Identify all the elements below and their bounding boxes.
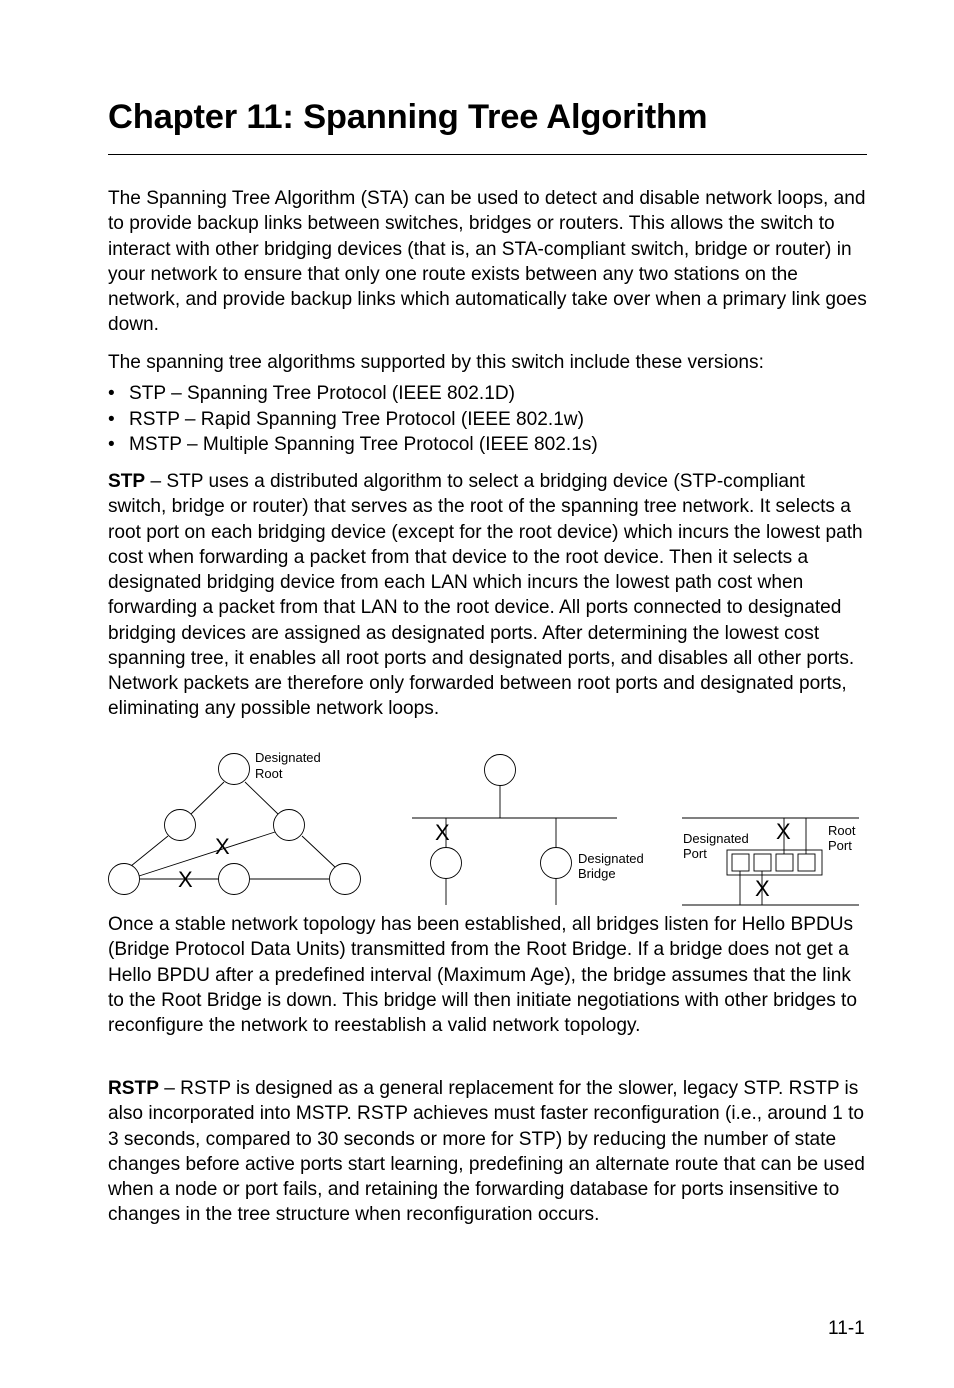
blocked-port-mark: X [435, 820, 450, 845]
blocked-port-mark: X [776, 819, 791, 844]
blocked-link-mark: X [215, 834, 230, 859]
link [302, 836, 336, 868]
bridge-node [330, 864, 361, 895]
version-stp: STP – Spanning Tree Protocol (IEEE 802.1D) [129, 383, 515, 404]
version-rstp: RSTP – Rapid Spanning Tree Protocol (IEEE 802.1w) [129, 408, 584, 430]
bridge-node [109, 864, 140, 895]
stp-term: STP [108, 471, 146, 492]
bridge-node [274, 810, 305, 841]
rstp-term: RSTP [108, 1078, 159, 1099]
designated-port-label: Designated [683, 831, 749, 846]
stp-text: – STP uses a distributed algorithm to select a bridging device (STP-compliant switch, bridge or router) that serves as the root of the spanning tree network. It selects a root port on each bridging device (except for the root device) which incurs the lowest path cost when forwarding a packet from that device to the root device. Then it selects a designated bridging device from each LAN which incurs the lowest path cost when forwarding a packet from that LAN to the root device. All ports connected to designated bridging devices are assigned as designated ports. After determining the lowest cost spanning tree, it enables all root ports and designated ports, and disables all other ports. Network packets are therefore only forwarded between root ports and designated ports, eliminating any possible network loops. [108, 471, 863, 720]
root-port-label: Port [828, 838, 852, 853]
rstp-text: – RSTP is designed as a general replacement for the slower, legacy STP. RSTP is also incorporated into MSTP. RSTP achieves must faster reconfiguration (i.e., around 1 to 3 seconds, compared to 30 seconds or more for STP) by reducing the number of state changes before active ports start learning, predefining an alternate route that can be used when a node or port fails, and retaining the forwarding database for ports insensitive to changes in the tree structure when reconfiguration occurs. [108, 1078, 865, 1226]
bridge-node [165, 810, 196, 841]
designated-bridge-label: Designated [578, 851, 644, 866]
switch-ports-diagram [682, 818, 859, 905]
designated-bridge-label: Bridge [578, 866, 616, 881]
version-mstp: MSTP – Multiple Spanning Tree Protocol (IEEE 802.1s) [129, 434, 598, 455]
designated-bridge-node [541, 848, 572, 879]
designated-root-label: Designated [255, 750, 321, 765]
bullet: • [108, 408, 115, 430]
bullet: • [108, 383, 115, 404]
bridge-node [431, 848, 462, 879]
hello-paragraph: Once a stable network topology has been established, all bridges listen for Hello BPDUs (Bridge Protocol Data Units) transmitted from the Root Bridge. If a bridge does not get a Hello BPDU after a predefined interval (Maximum Age), the bridge assumes that the link to the Root Bridge is down. This bridge will then initiate negotiations with other bridges to reconfigure the network to reestablish a valid network topology. [108, 914, 857, 1036]
mesh-topology-diagram [109, 750, 361, 895]
link [245, 782, 279, 815]
blocked-port-mark: X [755, 876, 770, 901]
bullet: • [108, 434, 115, 455]
root-bridge-node [219, 754, 250, 785]
lan-segment-diagram [412, 755, 644, 906]
page-number: 11-1 [828, 1318, 865, 1339]
page-title: Chapter 11: Spanning Tree Algorithm [108, 98, 708, 136]
designated-port-label: Port [683, 846, 707, 861]
versions-intro: The spanning tree algorithms supported by this switch include these versions: [108, 352, 764, 373]
root-port-label: Root [828, 823, 856, 838]
link [139, 832, 275, 876]
bridge-node [485, 755, 516, 786]
link [131, 836, 168, 866]
link [190, 782, 224, 815]
intro-paragraph: The Spanning Tree Algorithm (STA) can be used to detect and disable network loops, and to provide backup links between switches, bridges or routers. This allows the switch to interact with other bridging devices (that is, an STA-compliant switch, bridge or router) in your network to ensure that only one route exists between any two stations on the network, and provide backup links which automatically take over when a primary link goes down. [108, 188, 867, 336]
bridge-node [219, 864, 250, 895]
designated-root-label: Root [255, 766, 283, 781]
blocked-link-mark: X [178, 867, 193, 892]
